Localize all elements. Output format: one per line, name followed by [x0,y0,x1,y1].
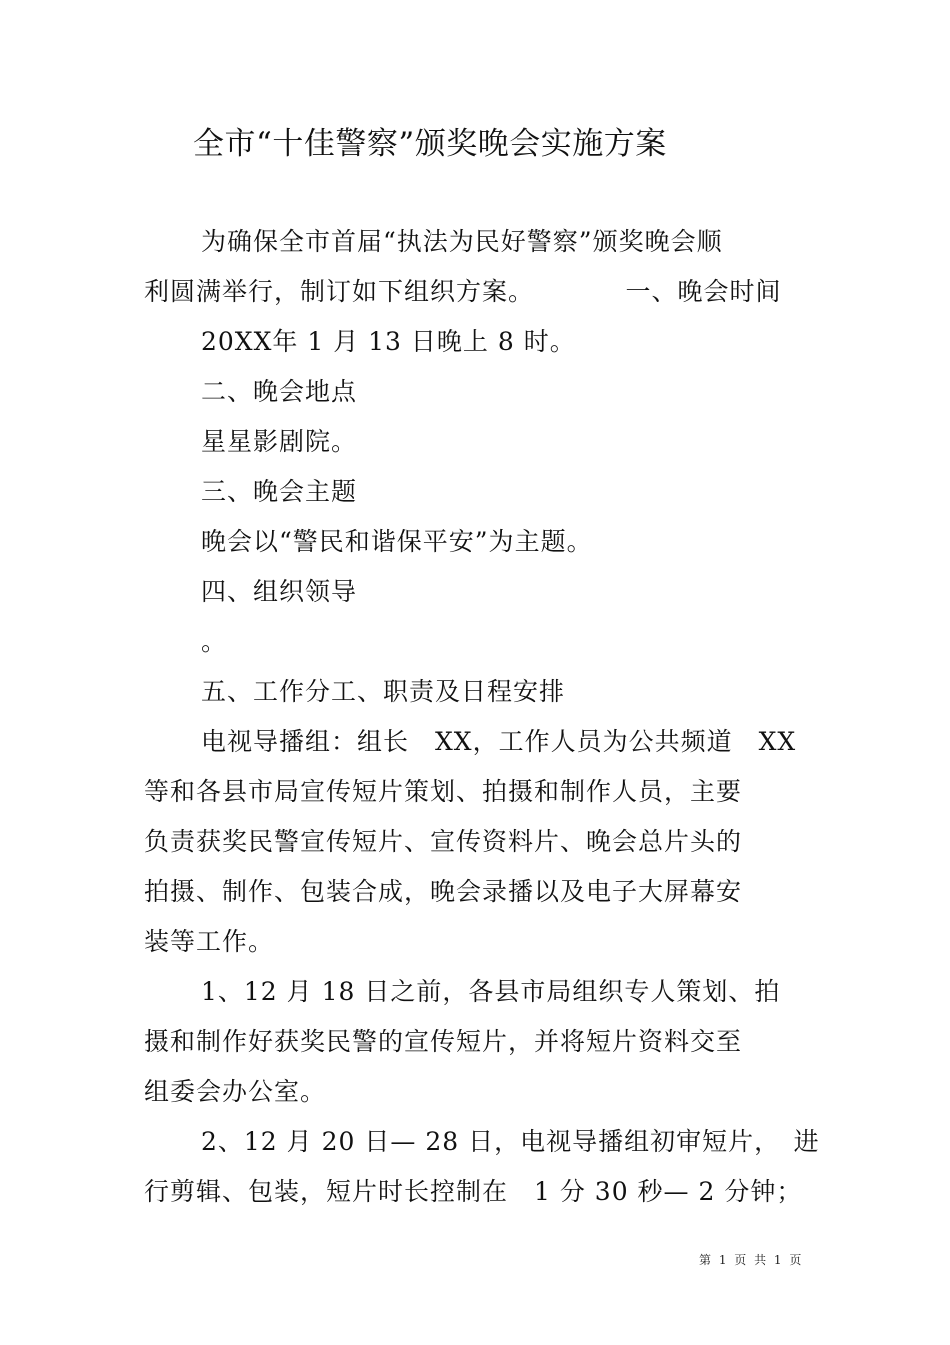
body-line: 装等工作。 [144,927,275,956]
document-title: 全市“十佳警察”颁奖晚会实施方案 [193,126,667,162]
body-line: 星星影剧院。 [201,427,358,456]
body-line: 晚会以“警民和谐保平安”为主题。 [201,527,593,556]
body-line: 2、12 月 20 日— 28 日，电视导播组初审短片， 进 [201,1127,820,1156]
body-line: 等和各县市局宣传短片策划、拍摄和制作人员，主要 [144,777,743,806]
body-line: 1、12 月 18 日之前，各县市局组织专人策划、拍 [201,977,781,1006]
body-line: 利圆满举行，制订如下组织方案。 一、晚会时间 [144,277,782,306]
body-line: 。 [201,627,228,656]
section-heading: 五、工作分工、职责及日程安排 [201,677,566,706]
page-footer: 第 1 页 共 1 页 [699,1253,804,1267]
body-line: 为确保全市首届“执法为民好警察”颁奖晚会顺 [201,227,723,256]
body-line: 电视导播组：组长 XX，工作人员为公共频道 XX [201,727,797,756]
section-heading: 四、组织领导 [201,577,358,606]
body-line: 摄和制作好获奖民警的宣传短片，并将短片资料交至 [144,1027,743,1056]
section-heading: 三、晚会主题 [201,477,358,506]
body-line: 行剪辑、包装，短片时长控制在 1 分 30 秒— 2 分钟； [144,1177,803,1206]
body-line: 拍摄、制作、包装合成，晚会录播以及电子大屏幕安 [144,877,743,906]
section-heading: 二、晚会地点 [201,377,358,406]
body-line: 20XX年 1 月 13 日晚上 8 时。 [201,327,576,356]
body-line: 组委会办公室。 [144,1077,327,1106]
body-line: 负责获奖民警宣传短片、宣传资料片、晚会总片头的 [144,827,743,856]
